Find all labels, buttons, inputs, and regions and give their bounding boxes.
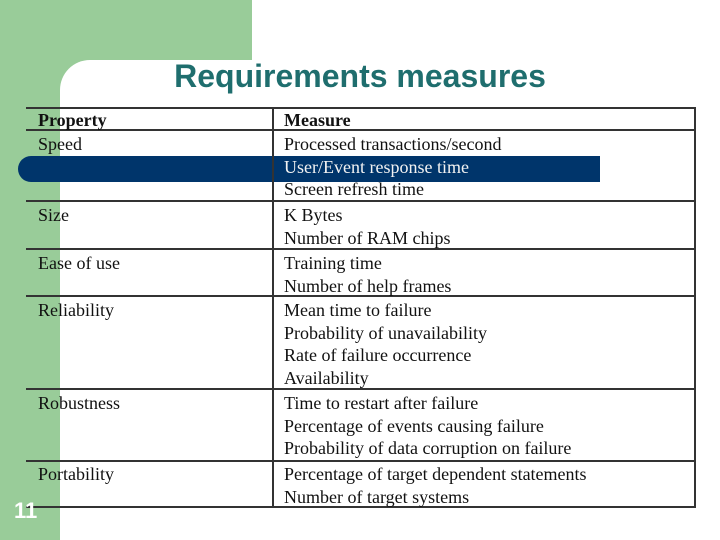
measures-portability <box>284 463 587 508</box>
measures-ease-of-use <box>284 252 451 297</box>
property-ease-of-use: Ease of use <box>38 253 120 273</box>
measure-item: Number of help frames <box>284 275 452 296</box>
property-portability: Portability <box>38 464 114 484</box>
measure-item: K Bytes <box>284 205 343 225</box>
measures-speed <box>284 133 501 201</box>
measure-item: User/Event response time <box>284 156 469 177</box>
property-size: Size <box>38 205 69 225</box>
measure-item: Availability <box>284 367 369 388</box>
measure-item: Screen refresh time <box>284 179 424 199</box>
measure-item: Mean time to failure <box>284 300 432 320</box>
measures-robustness <box>284 392 571 460</box>
measure-item: Percentage of events causing failure <box>284 415 544 436</box>
measures-size <box>284 204 450 249</box>
measure-item: Probability of unavailability <box>284 322 487 343</box>
header-divider <box>26 129 694 131</box>
property-speed: Speed <box>38 134 82 154</box>
header-measure: Measure <box>284 110 351 130</box>
row-divider <box>26 460 694 462</box>
property-reliability: Reliability <box>38 300 114 320</box>
measures-table <box>26 107 696 508</box>
measure-item: Number of RAM chips <box>284 227 451 248</box>
column-divider <box>272 107 274 506</box>
measure-item: Probability of data corruption on failure <box>284 438 572 458</box>
measure-item: Training time <box>284 253 382 273</box>
table-top-border <box>26 107 694 109</box>
slide-title: Requirements measures <box>174 58 546 94</box>
header-property: Property <box>38 110 107 130</box>
measure-item: Rate of failure occurrence <box>284 345 472 365</box>
measure-item: Processed transactions/second <box>284 134 502 154</box>
measures-reliability <box>284 299 487 389</box>
measure-item: Percentage of target dependent statements <box>284 464 587 484</box>
measure-item: Time to restart after failure <box>284 393 479 413</box>
slide-number: 11 <box>14 498 38 523</box>
property-robustness: Robustness <box>38 393 121 413</box>
measure-item: Number of target systems <box>284 486 470 507</box>
